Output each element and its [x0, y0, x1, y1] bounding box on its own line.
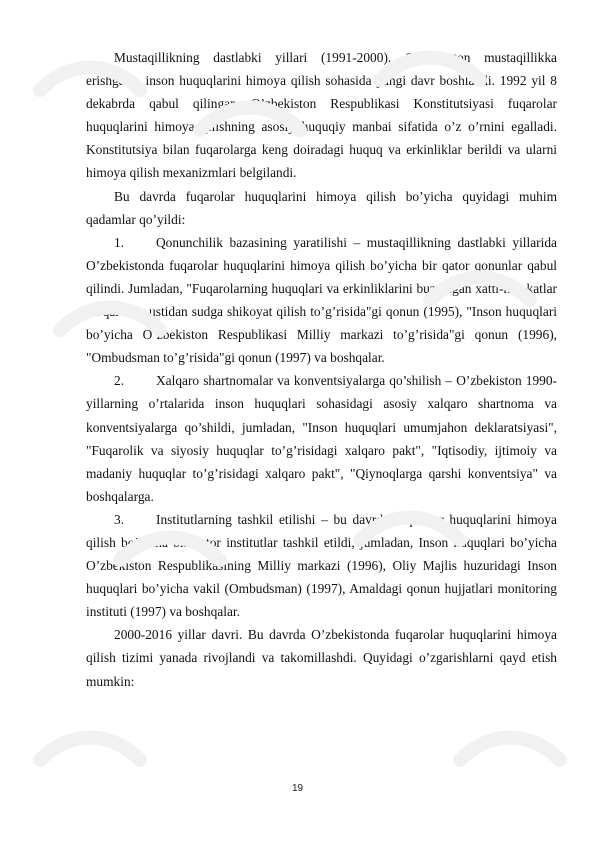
list-item-2	[86, 369, 557, 508]
list-item-3-text: Institutlarning tashkil etilishi – bu davrda fuqarolar huquqlarini himoya qilish bo’yicha bir qator institutlar tashkil etildi, jumladan, Inson huquqlari bo’yicha O’zbekiston Respublikasining Milliy markazi (1996), Oliy Majlis huzuridagi Inson huquqlari bo’yicha vakil (Ombudsman) (1997), Amaldagi qonun hujjatlari monitoring instituti (1997) va boshqalar.	[86, 511, 557, 620]
list-item-1-text: Qonunchilik bazasining yaratilishi – mustaqillikning dastlabki yillarida O’zbekistonda fuqarolar huquqlarini himoya qilish bo’yicha bir qator qonunlar qabul qilindi. Jumladan, "Fuqarolarning huquqlari va erkinliklarini buzadigan xatti-harakatlar va qarorlar ustidan sudga shikoyat qilish to’g’risida"gi qonun (1995), "Inson huquqlari bo’yicha O’zbekiston Respublikasi Milliy markazi to’g’risida"gi qonun (1996), "Ombudsman to’g’risida"gi qonun (1997) va boshqalar.	[86, 234, 557, 366]
paragraph-intro: Mustaqillikning dastlabki yillari (1991-2000). O’zbekiston mustaqillikka erishgach, inson huquqlarini himoya qilish sohasida yangi davr boshlandi. 1992 yil 8 dekabrda qabul qilingan O’zbekiston Respublikasi Konstitutsiyasi fuqarolar huquqlarini himoya qilishning asosiy huquqiy manbai sifatida o’z o’rnini egalladi. Konstitutsiya bilan fuqarolarga keng doiradagi huquq va erkinliklar berildi va ularni himoya qilish mexanizmlari belgilandi.	[86, 50, 557, 181]
list-item-2-text: Xalqaro shartnomalar va konventsiyalarga qo’shilish – O’zbekiston 1990-yillarning o’rtalarida inson huquqlari sohasidagi asosiy xalqaro shartnoma va konventsiyalarga qo’shildi, jumladan, "Inson huquqlari umumjahon deklaratsiyasi", "Fuqarolik va siyosiy huquqlar to’g’risidagi xalqaro pakt", "Iqtisodiy, ijtimoiy va madaniy huquqlar to’g’risidagi xalqaro pakt", "Qiynoqlarga qarshi konventsiya" va boshqalarga.	[86, 373, 557, 504]
list-item-3-number: 3.	[114, 511, 125, 527]
paragraph-steps-intro: Bu davrda fuqarolar huquqlarini himoya qilish bo’yicha quyidagi muhim qadamlar qo’yildi:	[86, 188, 557, 227]
list-item-3	[86, 508, 557, 623]
paragraph-period-2000-2016: 2000-2016 yillar davri. Bu davrda O’zbekistonda fuqarolar huquqlarini himoya qilish tizimi yanada rivojlandi va takomillashdi. Quyidagi o’zgarishlarni qayd etish mumkin:	[86, 627, 557, 689]
list-item-2-number: 2.	[114, 373, 125, 389]
page-number: 19	[291, 783, 304, 794]
list-item-1-number: 1.	[114, 234, 125, 250]
list-item-1	[86, 231, 557, 370]
